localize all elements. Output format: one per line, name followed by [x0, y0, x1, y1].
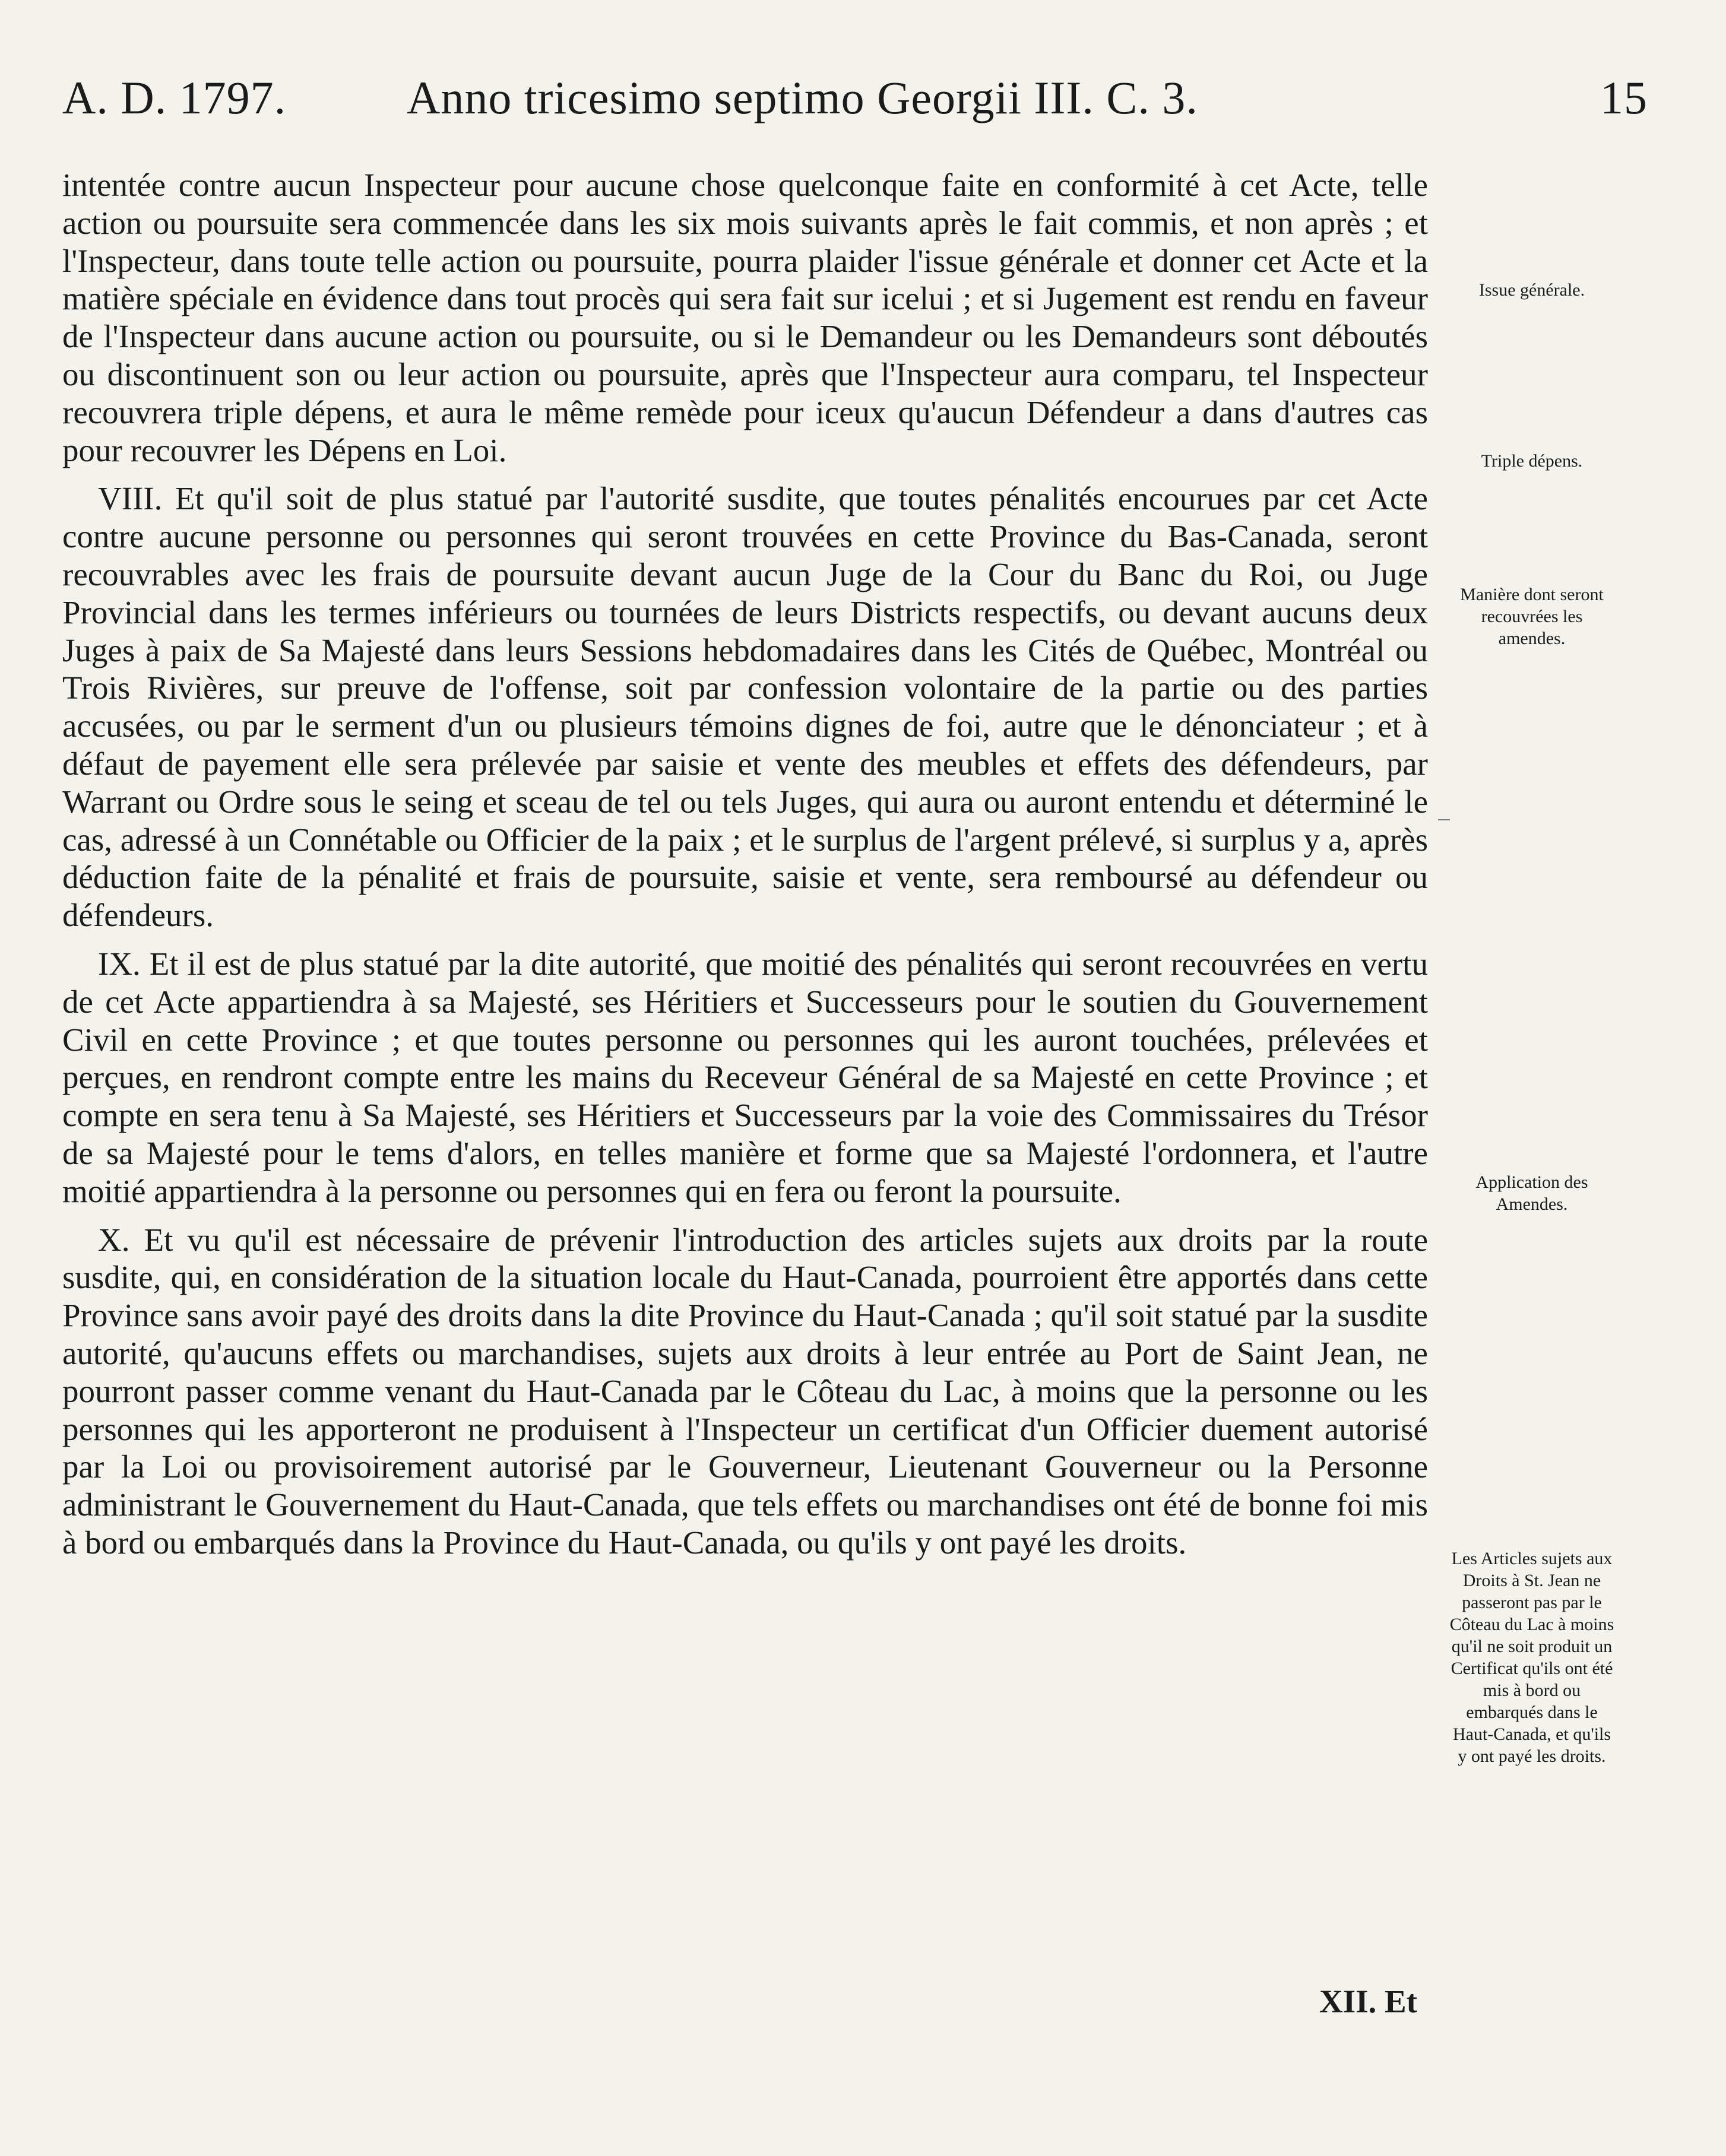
margin-note-application-amendes: Application des Amendes. — [1475, 1172, 1588, 1214]
margin-note-recouvrement-amendes: Manière dont seront recouvrées les amendes. — [1460, 585, 1604, 648]
paragraph-continuation: intentée contre aucun Inspecteur pour aucune chose quelconque faite en conformité à cet Acte, telle action ou poursuite sera commencée dans les six mois suivants après le fait commis, et non après ; et l'Inspecteur, dans toute telle action ou poursuite, pourra plaider l'issue générale et donner cet Acte et la matière spéciale en évidence dans tout procès qui sera fait sur icelui ; et si Jugement est rendu en faveur de l'Inspecteur dans aucune action ou poursuite, ou si le Demandeur ou les Demandeurs sont déboutés ou discontinuent son ou leur action ou poursuite, après que l'Inspecteur aura comparu, tel Inspecteur recouvrera triple dépens, et aura le même remède pour iceux qu'aucun Défendeur a dans d'autres cas pour recouvrer les Dépens en Loi. — [62, 167, 1428, 468]
margin-dash — [1438, 819, 1450, 820]
margin-note-articles-sujets-aux-droits: Les Articles sujets aux Droits à St. Jean ne passeront pas par le Côteau du Lac à moins qu'il ne soit produit un Certificat qu'ils ont été mis à bord ou embarqués dans le Haut-Canada, et qu'ils y ont payé les droits. — [1449, 1549, 1614, 1766]
catchword: XII. Et — [1319, 1983, 1417, 2019]
paragraph-section-ix: IX. Et il est de plus statué par la dite autorité, que moitié des pénalités qui seront recouvrées en vertu de cet Acte appartiendra à sa Majesté, ses Héritiers et Successeurs pour le soutien du Gouvernement Civil en cette Province ; et que toutes personne ou personnes qui les auront touchées, prélevées et perçues, en rendront compte entre les mains du Receveur Général de sa Majesté en cette Province ; et compte en sera tenu à Sa Majesté, ses Héritiers et Successeurs par la voie des Commissaires du Trésor de sa Majesté pour le tems d'alors, en telles manière et forme que sa Majesté l'ordonnera, et l'autre moitié appartiendra à la personne ou personnes qui en fera ou feront la poursuite. — [62, 945, 1428, 1209]
margin-note-issue-generale: Issue générale. — [1478, 280, 1585, 300]
paragraph-section-viii: VIII. Et qu'il soit de plus statué par l'autorité susdite, que toutes pénalités encourues par cet Acte contre aucune personne ou personnes qui seront trouvées en cette Province du Bas-Canada, seront recouvrables avec les frais de poursuite devant aucun Juge de la Cour du Banc du Roi, ou Juge Provincial dans les termes inférieurs ou tournées de leurs Districts respectifs, ou devant aucuns deux Juges à paix de Sa Majesté dans leurs Sessions hebdomadaires dans les Cités de Québec, Montréal ou Trois Rivières, sur preuve de l'offense, soit par confession volontaire de la partie ou des parties accusées, ou par le serment d'un ou plusieurs témoins dignes de foi, autre que le dénonciateur ; et à défaut de payement elle sera prélevée par saisie et vente des meubles et effets des défendeurs, par Warrant ou Ordre sous le seing et sceau de tel ou tels Juges, qui aura ou auront entendu et déterminé le cas, adressé à un Connétable ou Officier de la paix ; et le surplus de l'argent prélevé, si surplus y a, après déduction faite de la pénalité et frais de poursuite, saisie et vente, sera remboursé au défendeur ou défendeurs. — [62, 480, 1428, 934]
body-text — [62, 166, 1428, 1572]
margin-note-triple-depens: Triple dépens. — [1481, 451, 1583, 471]
header-title: Anno tricesimo septimo Georgii III. C. 3. — [407, 72, 1198, 123]
paragraph-section-x: X. Et vu qu'il est nécessaire de prévenir l'introduction des articles sujets aux droits par la route susdite, qui, en considération de la situation locale du Haut-Canada, pourroient être apportés dans cette Province sans avoir payé des droits dans la dite Province du Haut-Canada ; qu'il soit statué par la susdite autorité, qu'aucuns effets ou marchandises, sujets aux droits à leur entrée au Port de Saint Jean, ne pourront passer comme venant du Haut-Canada par le Côteau du Lac, à moins que la personne ou les personnes qui les apporteront ne produisent à l'Inspecteur un certificat d'un Officier duement autorisé par la Loi ou provisoirement autorisé par le Gouverneur, Lieutenant Gouverneur ou la Personne administrant le Gouvernement du Haut-Canada, que tels effets ou marchandises ont été de bonne foi mis à bord ou embarqués dans la Province du Haut-Canada, ou qu'ils y ont payé les droits. — [62, 1221, 1428, 1561]
page-number: 15 — [1600, 72, 1648, 123]
header-year: A. D. 1797. — [62, 72, 287, 123]
running-header — [62, 71, 1648, 142]
